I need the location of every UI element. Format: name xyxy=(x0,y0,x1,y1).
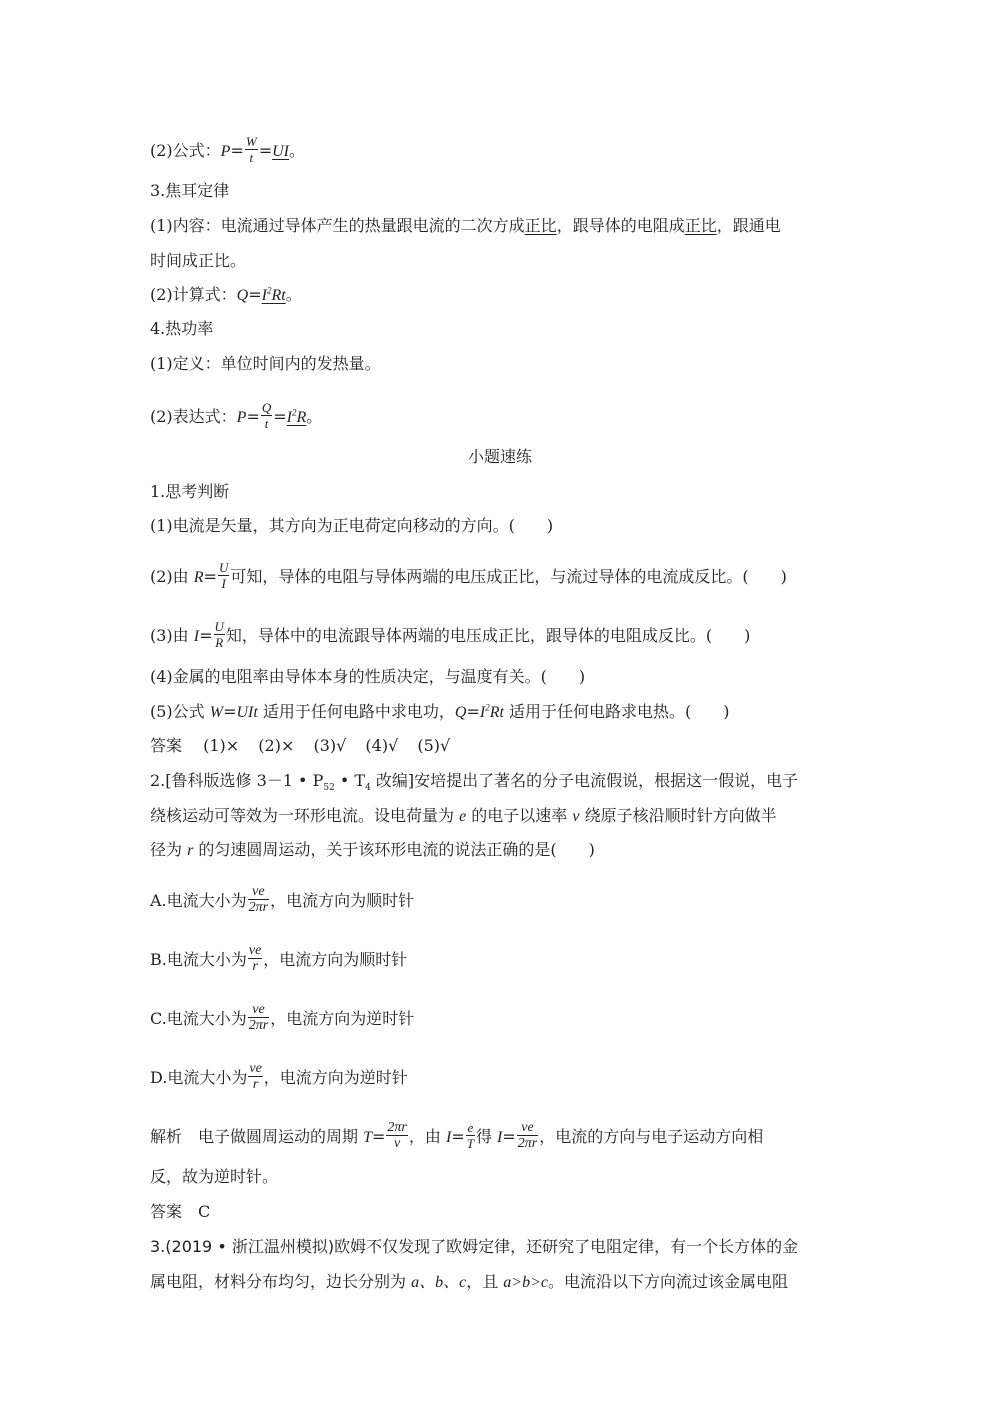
q1-item-2: (2)由 R= $\frac{U}{I}$ 可知，导体的电阻与导体两端的电压成正比，与流过导体的电流成反比。( ) xyxy=(150,560,787,591)
fraction-u-over-r: $\frac{U}{R}$ xyxy=(214,619,224,650)
fraction-option-b: $\frac{ve}{r}$ xyxy=(248,943,262,974)
answer-blank: 正比 xyxy=(524,216,557,235)
joule-content-line1: (1)内容：电流通过导体产生的热量跟电流的二次方成正比，跟导体的电阻成正比，跟通电 xyxy=(150,216,781,235)
answer-blank: $I^2Rt$ xyxy=(261,285,286,304)
q1-item-1: (1)电流是矢量，其方向为正电荷定向移动的方向。( ) xyxy=(150,516,554,535)
q2-answer: 答案 C xyxy=(150,1202,211,1221)
fraction-period: $\frac{2\pi r}{v}$ xyxy=(387,1120,407,1151)
q2-option-d[interactable]: D.电流大小为 $\frac{ve}{r}$ ，电流方向为逆时针 xyxy=(150,1061,408,1092)
q2-stem-line2: 绕核运动可等效为一环形电流。设电荷量为 e 的电子以速率 v 绕原子核沿顺时针方向做半 xyxy=(150,806,777,825)
q1-item-5: (5)公式 W=UIt 适用于任何电路中求电功，$Q=I^2Rt$ 适用于任何电路求电热。( ) xyxy=(150,702,730,721)
label: (2)公式： xyxy=(150,141,221,160)
analysis-label: 解析 xyxy=(150,1127,183,1146)
fraction-current: $\frac{ve}{2\pi r}$ xyxy=(517,1120,538,1151)
heading-joule-law: 3.焦耳定律 xyxy=(150,181,230,200)
answer-blank: $I^2R$ xyxy=(286,407,307,426)
heading-heat-power: 4.热功率 xyxy=(150,319,214,338)
q2-stem-line1: 2.[鲁科版选修 3－1 • $P_{52}$ • $T_4$ 改编]安培提出了著名的分子电流假说，根据这一假说，电子 xyxy=(150,771,799,794)
answer-label: 答案 xyxy=(150,736,183,755)
q2-analysis-line2: 反，故为逆时针。 xyxy=(150,1167,279,1186)
q2-option-c[interactable]: C.电流大小为 $\frac{ve}{2\pi r}$ ，电流方向为逆时针 xyxy=(150,1002,415,1033)
q2-option-b[interactable]: B.电流大小为 $\frac{ve}{r}$ ，电流方向为顺时针 xyxy=(150,943,408,974)
section-title: 小题速练 xyxy=(467,447,532,466)
var-p: P xyxy=(220,143,231,160)
q3-stem-line1: 3.(2019 • 浙江温州模拟)欧姆不仅发现了欧姆定律，还研究了电阻定律，有一个长方体的金 xyxy=(150,1237,799,1256)
heat-power-definition: (1)定义：单位时间内的发热量。 xyxy=(150,354,381,373)
joule-content-line2: 时间成正比。 xyxy=(150,251,247,270)
fraction-option-d: $\frac{ve}{r}$ xyxy=(249,1061,262,1092)
q2-analysis-line1: 解析 电子做圆周运动的周期 T= $\frac{2\pi r}{v}$ ，由 I= $\frac{e}{T}$ 得 I= $\frac{ve}{2\pi r}$ ，电流的方向与电子运动方向相 xyxy=(150,1120,764,1151)
q1-title: 1.思考判断 xyxy=(150,482,230,501)
q1-answers: 答案 (1)× (2)× (3)√ (4)√ (5)√ xyxy=(150,736,451,755)
answer-blank: 正比 xyxy=(684,216,717,235)
answer-blank: UI xyxy=(272,143,289,160)
fraction-e-over-t: $\frac{e}{T}$ xyxy=(466,1120,474,1151)
q2-stem-line3: 径为 r 的匀速圆周运动，关于该环形电流的说法正确的是( ) xyxy=(150,840,595,859)
heat-power-formula: (2)表达式：P= $\frac{Q}{t}$ $=I^2R$。 xyxy=(150,400,323,431)
fraction-option-c: $\frac{ve}{2\pi r}$ xyxy=(248,1002,269,1033)
equals: = xyxy=(230,141,244,160)
q3-stem-line2: 属电阻，材料分布均匀，边长分别为 a、b、c，且 a>b>c。电流沿以下方向流过该金属电阻 xyxy=(150,1272,789,1291)
q2-option-a[interactable]: A.电流大小为 $\frac{ve}{2\pi r}$ ，电流方向为顺时针 xyxy=(150,884,415,915)
fraction-w-over-t: $\frac{W}{t}$ xyxy=(245,134,257,165)
q1-item-3: (3)由 I= $\frac{U}{R}$ 知，导体中的电流跟导体两端的电压成正比，跟导体的电阻成反比。( ) xyxy=(150,619,751,650)
fraction-q-over-t: $\frac{Q}{t}$ xyxy=(261,400,272,431)
power-formula-line: (2)公式：P= $\frac{W}{t}$ =UI。 xyxy=(150,134,306,165)
fraction-u-over-i: $\frac{U}{I}$ xyxy=(218,560,229,591)
fraction-option-a: $\frac{ve}{2\pi r}$ xyxy=(248,884,269,915)
joule-formula-line: (2)计算式：$Q=I^2Rt$。 xyxy=(150,285,302,304)
answer-label: 答案 xyxy=(150,1202,183,1221)
q1-item-4: (4)金属的电阻率由导体本身的性质决定，与温度有关。( ) xyxy=(150,667,586,686)
